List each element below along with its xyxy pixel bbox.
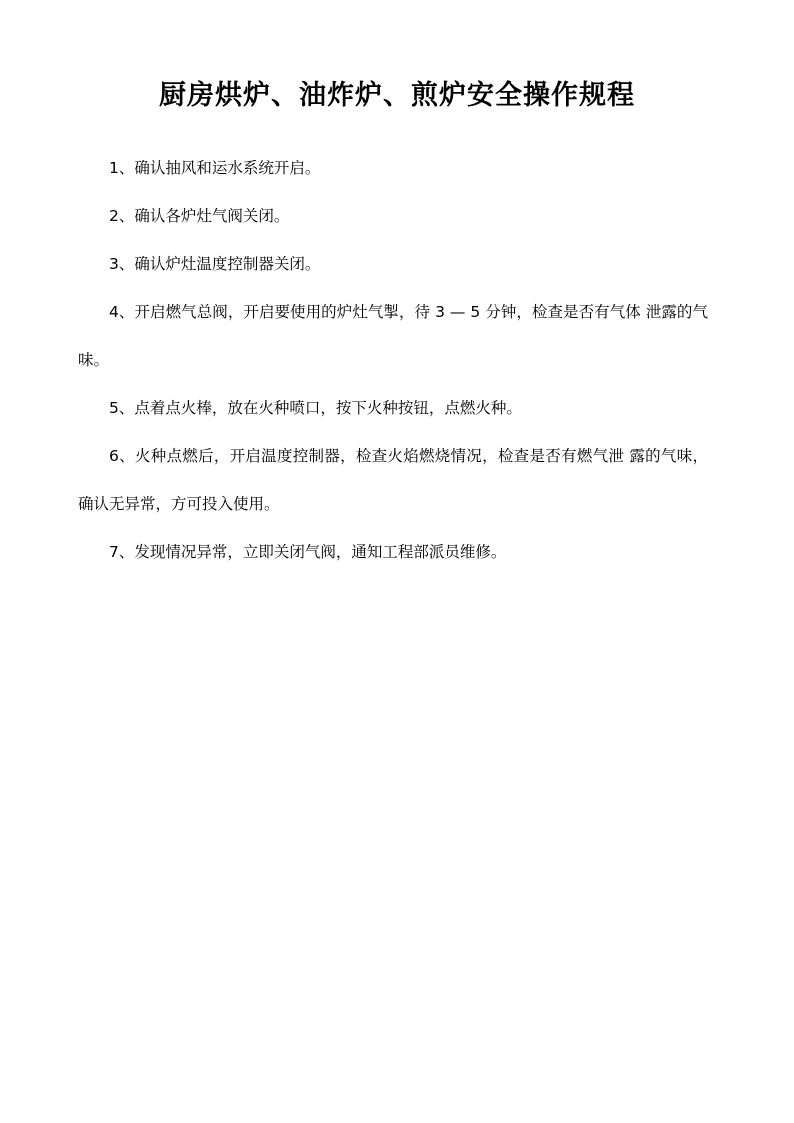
procedure-step-5: 5、点着点火棒，放在火种喷口，按下火种按钮，点燃火种。 bbox=[109, 399, 522, 417]
procedure-list bbox=[78, 144, 708, 576]
procedure-step-6: 6、火种点燃后，开启温度控制器，检查火焰燃烧情况，检查是否有燃气泄 露的气味，确认无异常，方可投入使用。 bbox=[78, 447, 708, 513]
procedure-step-7: 7、发现情况异常，立即关闭气阀，通知工程部派员维修。 bbox=[109, 543, 507, 561]
procedure-step-3: 3、确认炉灶温度控制器关闭。 bbox=[109, 255, 321, 273]
procedure-step-4: 4、开启燃气总阀，开启要使用的炉灶气掣，待 3 — 5 分钟，检查是否有气体 泄露的气味。 bbox=[78, 303, 708, 369]
document-title: 厨房烘炉、油炸炉、煎炉安全操作规程 bbox=[159, 80, 635, 111]
procedure-step-2: 2、确认各炉灶气阀关闭。 bbox=[109, 207, 290, 225]
procedure-step-1: 1、确认抽风和运水系统开启。 bbox=[109, 159, 321, 177]
